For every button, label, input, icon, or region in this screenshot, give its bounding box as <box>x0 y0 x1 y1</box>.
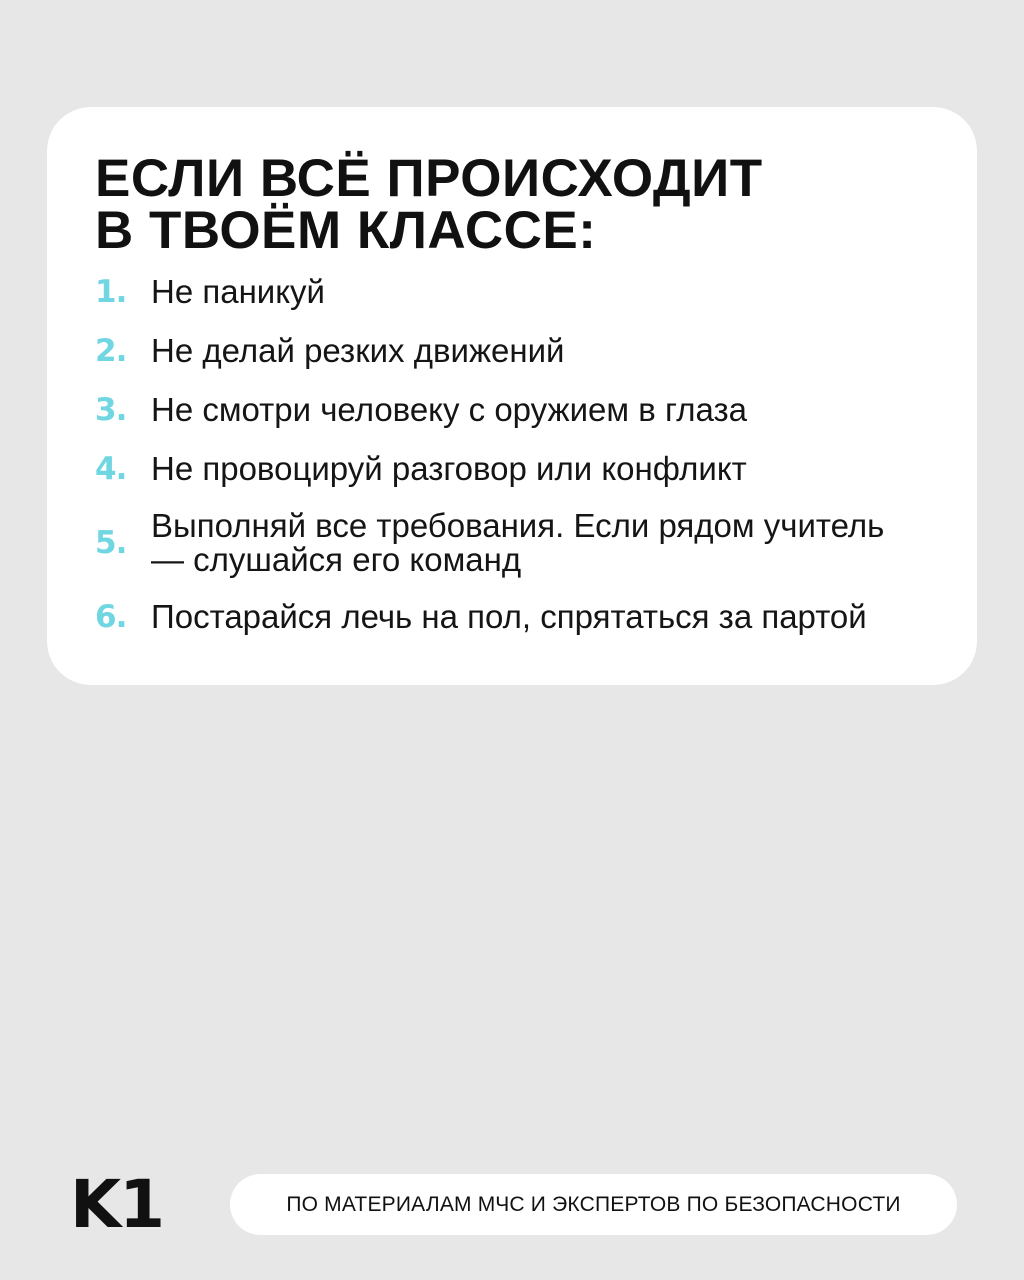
card-title-line-2: В ТВОЁМ КЛАССЕ: <box>95 201 597 260</box>
card-title-line-1: ЕСЛИ ВСЁ ПРОИСХОДИТ <box>95 149 763 208</box>
step-text <box>151 509 884 577</box>
step-text-line-1: Выполняй все требования. Если рядом учитель <box>151 507 885 544</box>
step-number: 5. <box>95 525 127 561</box>
step-text-line-2: — слушайся его команд <box>151 541 522 578</box>
list-item <box>95 509 937 577</box>
step-text: Не провоцируй разговор или конфликт <box>151 450 747 487</box>
step-text: Не паникуй <box>151 273 325 310</box>
steps-list <box>95 273 937 636</box>
step-text: Не смотри человеку с оружием в глаза <box>151 391 747 428</box>
step-number: 6. <box>95 599 127 635</box>
info-card <box>47 107 977 685</box>
step-text: Постарайся лечь на пол, спрятаться за партой <box>151 598 867 635</box>
list-item <box>95 273 937 311</box>
source-text: ПО МАТЕРИАЛАМ МЧС И ЭКСПЕРТОВ ПО БЕЗОПАСНОСТИ <box>286 1192 901 1216</box>
list-item <box>95 598 937 636</box>
step-number: 3. <box>95 392 127 428</box>
step-text: Не делай резких движений <box>151 332 565 369</box>
list-item <box>95 391 937 429</box>
step-number: 2. <box>95 333 127 369</box>
k1-logo: K1 <box>70 1166 164 1243</box>
source-badge <box>230 1174 957 1235</box>
list-item <box>95 450 937 488</box>
list-item <box>95 332 937 370</box>
step-number: 4. <box>95 451 127 487</box>
card-title <box>95 149 937 260</box>
step-number: 1. <box>95 274 127 310</box>
